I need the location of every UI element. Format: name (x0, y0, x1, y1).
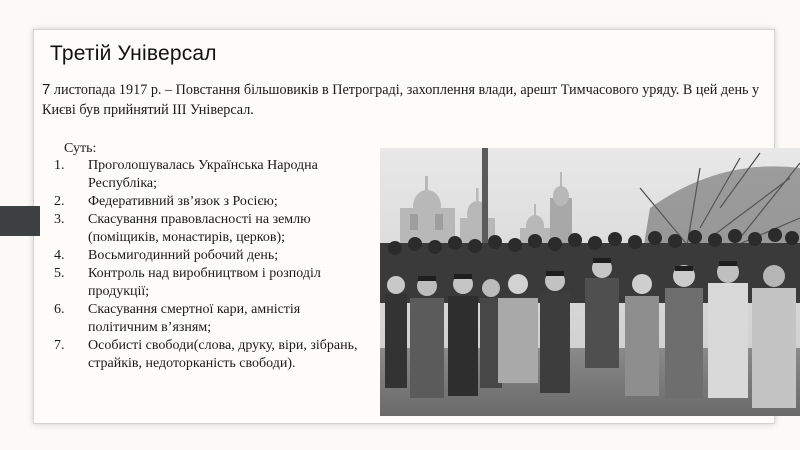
list-item (54, 193, 364, 211)
item-number: 7. (54, 338, 65, 353)
item-text: Особисті свободи(слова, друку, віри, зібрань, страйків, недоторканість свободи). (88, 338, 358, 371)
points-list (54, 157, 364, 373)
list-item (54, 265, 364, 301)
title-accent-bar (0, 206, 40, 236)
list-item (54, 157, 364, 193)
item-text: Проголошувалась Українська Народна Республіка; (88, 158, 318, 191)
list-item (54, 301, 364, 337)
summary-label: Суть: (64, 141, 97, 156)
historical-photo (380, 148, 800, 416)
item-number: 2. (54, 194, 65, 209)
list-item (54, 337, 364, 373)
item-number: 1. (54, 158, 65, 173)
intro-paragraph (42, 80, 762, 120)
item-number: 6. (54, 302, 65, 317)
item-text: Восьмигодинний робочий день; (88, 248, 279, 263)
photo-illustration (380, 148, 800, 416)
list-item (54, 247, 364, 265)
item-text: Контроль над виробництвом і розподіл продукції; (88, 266, 321, 299)
item-number: 5. (54, 266, 65, 281)
item-text: Скасування смертної кари, амністія політичним в’язням; (88, 302, 301, 335)
slide-title: Третій Універсал (50, 42, 217, 65)
item-number: 4. (54, 248, 65, 263)
item-number: 3. (54, 212, 65, 227)
item-text: Федеративний зв’язок з Росією; (88, 194, 278, 209)
list-item (54, 211, 364, 247)
item-text: Скасування правовласності на землю (поміщиків, монастирів, церков); (88, 212, 311, 245)
intro-number: 7 (42, 81, 51, 98)
intro-text: листопада 1917 р. – Повстання більшовиків в Петрограді, захоплення влади, арешт Тимчасового уряду. В цей день у Києві був прийнятий ІІІ Універсал. (42, 82, 760, 118)
